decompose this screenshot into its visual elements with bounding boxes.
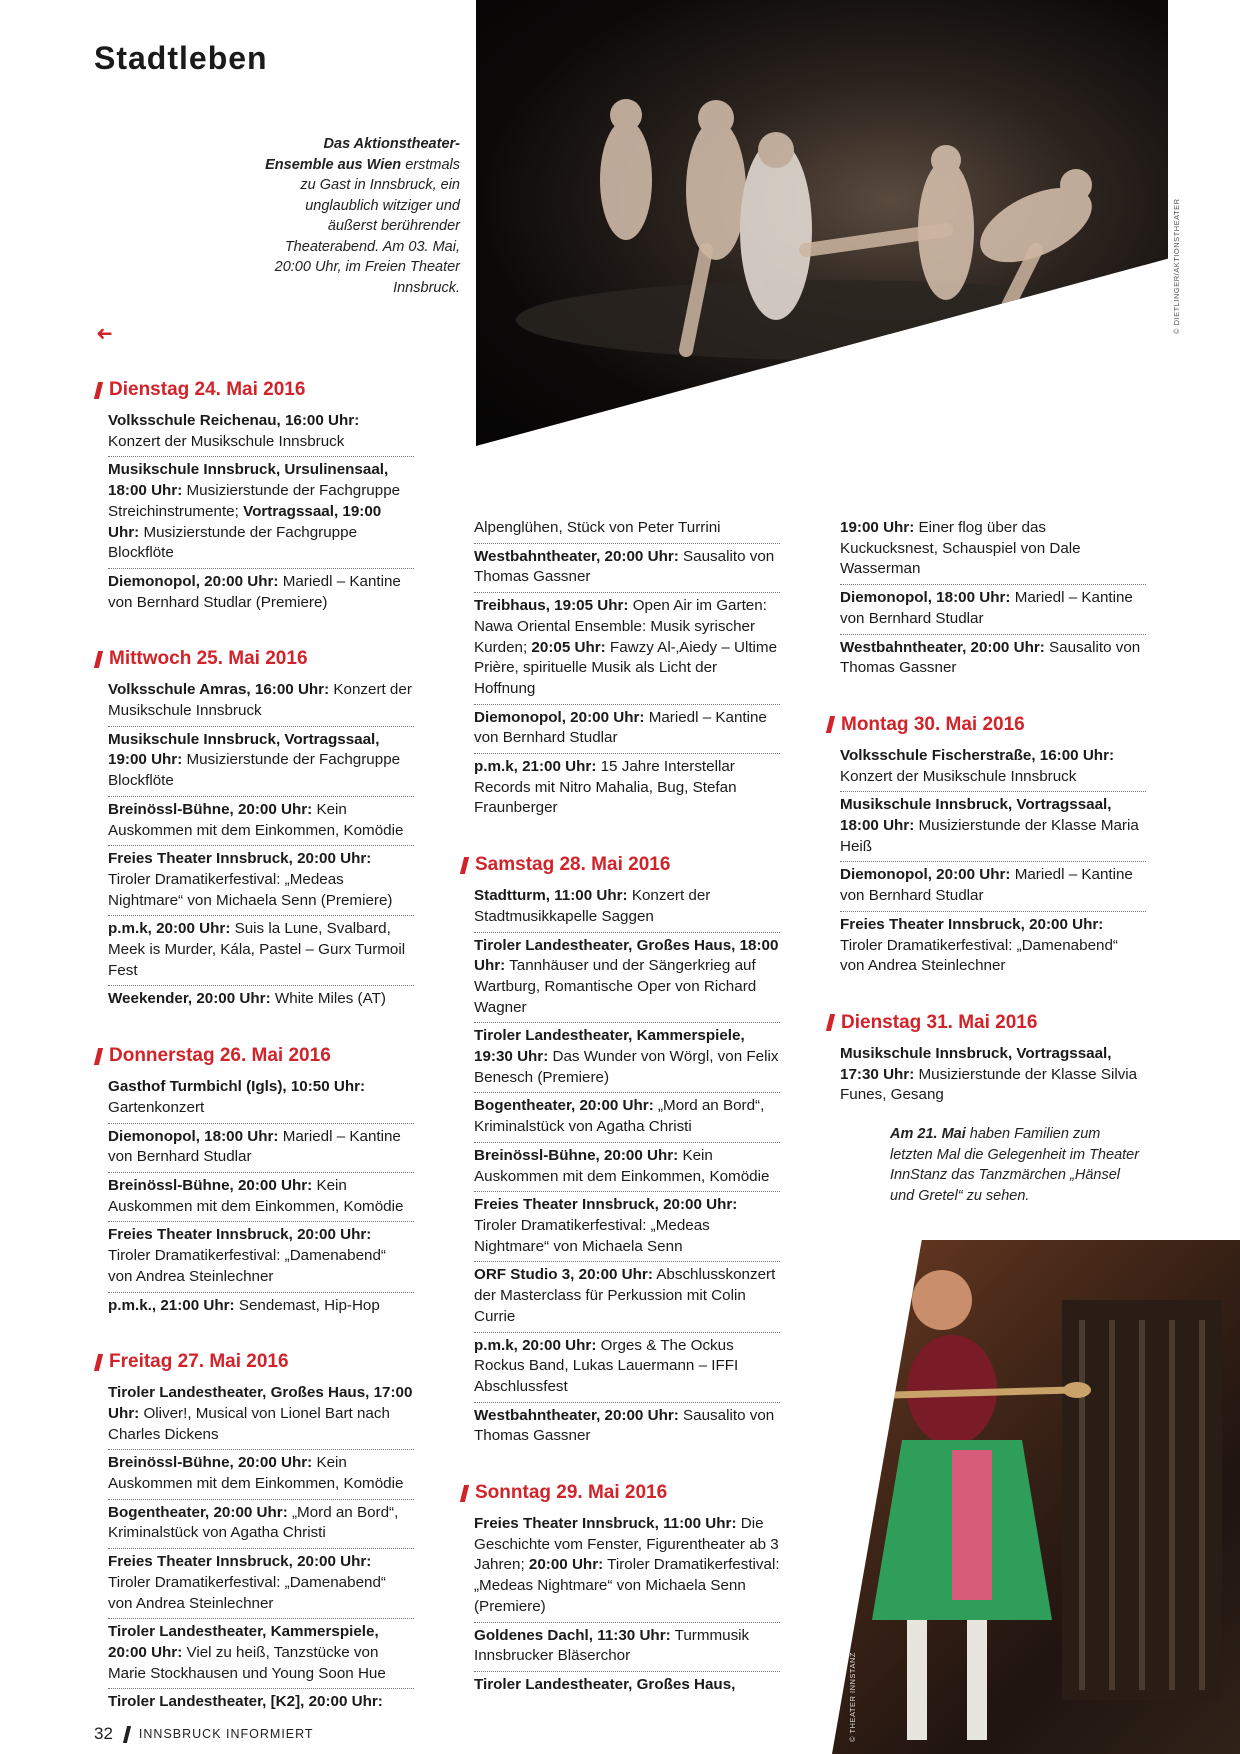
event-entry: Bogentheater, 20:00 Uhr: „Mord an Bord“, Kriminalstück von Agatha Christi: [474, 1093, 780, 1142]
caption-lead: Am 21. Mai: [890, 1126, 966, 1142]
event-entry: Gasthof Turmbichl (Igls), 10:50 Uhr: Gartenkonzert: [108, 1074, 414, 1123]
day-block: [94, 647, 414, 1014]
event-entry: Freies Theater Innsbruck, 20:00 Uhr: Tiroler Dramatikerfestival: „Damenabend“ von Andrea Steinlechner: [840, 915, 1118, 975]
event-entry: Volksschule Amras, 16:00 Uhr: Konzert der Musikschule Innsbruck: [108, 677, 414, 726]
day-heading: [826, 1011, 1146, 1035]
theater-photo-bottom: [832, 1240, 1240, 1754]
event-entry: Tiroler Landestheater, [K2], 20:00 Uhr:: [108, 1693, 383, 1711]
page-number: 32: [94, 1724, 113, 1743]
slash-marker: [94, 382, 103, 399]
event-entry: Volksschule Reichenau, 16:00 Uhr: Konzert der Musikschule Innsbruck: [108, 408, 414, 457]
slash-marker: [826, 1014, 835, 1031]
event-entry: Breinössl-Bühne, 20:00 Uhr: Kein Auskommen mit dem Einkommen, Komödie: [474, 1143, 780, 1192]
day-title: Sonntag 29. Mai 2016: [475, 1482, 668, 1504]
event-entry: Westbahntheater, 20:00 Uhr: Sausalito von Thomas Gassner: [840, 638, 1141, 677]
slash-marker: [460, 1485, 469, 1502]
slash-marker: [94, 651, 103, 668]
event-entry: Westbahntheater, 20:00 Uhr: Sausalito von Thomas Gassner: [474, 544, 780, 593]
event-entry: Weekender, 20:00 Uhr: White Miles (AT): [108, 990, 386, 1008]
event-entry: Tiroler Landestheater, Großes Haus,: [474, 1675, 736, 1693]
photo-credit-top: © DIETLINGER/AKTIONSTHEATER: [1172, 198, 1181, 334]
day-title: Montag 30. Mai 2016: [841, 713, 1025, 735]
photo-caption-top: [262, 134, 460, 298]
caption-text: erstmals zu Gast in Innsbruck, ein unglaublich witziger und äußerst berührender Theaterabend. Am 03. Mai, 20:00 Uhr, im Freien Theater Innsbruck.: [274, 156, 460, 296]
photo-credit-bottom: © THEATER INNSTANZ: [848, 1652, 857, 1742]
event-entry: Treibhaus, 19:05 Uhr: Open Air im Garten: Nawa Oriental Ensemble: Musik syrischer Kurden; 20:05 Uhr: Fawzy Al-‚Aiedy – Ultime Prière, spirituelle Musik als Licht der Hoffnung: [474, 593, 780, 705]
back-arrow-icon[interactable]: ➜: [96, 323, 113, 345]
magazine-title: INNSBRUCK INFORMIERT: [138, 1727, 314, 1741]
event-entry: Musikschule Innsbruck, Vortragssaal, 19:00 Uhr: Musizierstunde der Fachgruppe Blockflöte: [108, 727, 414, 797]
day-block: [94, 378, 414, 617]
event-entry: Diemonopol, 20:00 Uhr: Mariedl – Kantine von Bernhard Studlar (Premiere): [108, 572, 401, 611]
event-entry: Freies Theater Innsbruck, 20:00 Uhr: Tiroler Dramatikerfestival: „Medeas Nightmare“ von Michaela Senn: [474, 1192, 780, 1262]
day-title: Freitag 27. Mai 2016: [109, 1351, 289, 1373]
event-entry: Breinössl-Bühne, 20:00 Uhr: Kein Auskommen mit dem Einkommen, Komödie: [108, 1173, 414, 1222]
event-entry: Freies Theater Innsbruck, 11:00 Uhr: Die Geschichte vom Fenster, Figurentheater ab 3 Jahren; 20:00 Uhr: Tiroler Dramatikerfestival: „Medeas Nightmare“ von Michaela Senn (Premiere): [474, 1511, 780, 1623]
event-entry: Tiroler Landestheater, Großes Haus, 17:00 Uhr: Oliver!, Musical von Lionel Bart nach Charles Dickens: [108, 1380, 414, 1450]
day-block: [826, 1011, 1146, 1110]
day-block: [94, 1044, 414, 1320]
event-entry: Freies Theater Innsbruck, 20:00 Uhr: Tiroler Dramatikerfestival: „Medeas Nightmare“ von Michaela Senn (Premiere): [108, 846, 414, 916]
event-entry: Musikschule Innsbruck, Ursulinensaal, 18:00 Uhr: Musizierstunde der Fachgruppe Streichinstrumente; Vortragssaal, 19:00 Uhr: Musizierstunde der Fachgruppe Blockflöte: [108, 457, 414, 569]
event-entry: Diemonopol, 18:00 Uhr: Mariedl – Kantine von Bernhard Studlar: [108, 1124, 414, 1173]
day-title: Samstag 28. Mai 2016: [475, 854, 671, 876]
slash-marker: [460, 857, 469, 874]
day-heading: [460, 853, 780, 877]
day-title: Dienstag 31. Mai 2016: [841, 1011, 1038, 1033]
caption-text: haben Familien zum letzten Mal die Gelegenheit im Theater InnStanz das Tanzmärchen „Hänsel und Gretel“ zu sehen.: [890, 1126, 1140, 1204]
event-entry: Tiroler Landestheater, Großes Haus, 18:00 Uhr: Tannhäuser und der Sängerkrieg auf Wartburg, Romantische Oper von Richard Wagner: [474, 933, 780, 1024]
event-entry: Diemonopol, 18:00 Uhr: Mariedl – Kantine von Bernhard Studlar: [840, 585, 1146, 634]
day-heading: [460, 1481, 780, 1505]
event-entry: p.m.k, 20:00 Uhr: Suis la Lune, Svalbard, Meek is Murder, Kála, Pastel – Gurx Turmoil Fest: [108, 916, 414, 986]
event-entry: Breinössl-Bühne, 20:00 Uhr: Kein Auskommen mit dem Einkommen, Komödie: [108, 1450, 414, 1499]
event-entry: Alpenglühen, Stück von Peter Turrini: [474, 518, 780, 544]
day-title: Dienstag 24. Mai 2016: [109, 379, 306, 400]
event-entry: Bogentheater, 20:00 Uhr: „Mord an Bord“, Kriminalstück von Agatha Christi: [108, 1500, 414, 1549]
caption-lead: Das Aktionstheater-Ensemble aus Wien: [265, 136, 460, 173]
day-block: [460, 1481, 780, 1700]
slash-marker: [123, 1726, 131, 1743]
day-block: [460, 853, 780, 1451]
event-entry: Tiroler Landestheater, Kammerspiele, 19:30 Uhr: Das Wunder von Wörgl, von Felix Benesch (Premiere): [474, 1023, 780, 1093]
photo-caption-bottom: [890, 1124, 1140, 1206]
event-entry: Goldenes Dachl, 11:30 Uhr: Turmmusik Innsbrucker Bläserchor: [474, 1623, 780, 1672]
theater-photo-top: [476, 0, 1168, 446]
day-heading: [94, 378, 414, 402]
event-entry: Freies Theater Innsbruck, 20:00 Uhr: Tiroler Dramatikerfestival: „Damenabend“ von Andrea Steinlechner: [108, 1549, 414, 1619]
day-title: Donnerstag 26. Mai 2016: [109, 1045, 331, 1067]
slash-marker: [826, 716, 835, 733]
event-column-3: [826, 518, 1146, 1140]
slash-marker: [94, 1048, 103, 1065]
day-heading: [94, 1350, 414, 1374]
event-entry: Tiroler Landestheater, Kammerspiele, 20:00 Uhr: Viel zu heiß, Tanzstücke von Marie Stockhausen und Young Soon Hue: [108, 1619, 414, 1689]
continued-block: [826, 518, 1146, 683]
page-footer: [94, 1724, 314, 1744]
event-entry: Stadtturm, 11:00 Uhr: Konzert der Stadtmusikkapelle Saggen: [474, 883, 780, 932]
event-entry: Musikschule Innsbruck, Vortragssaal, 17:30 Uhr: Musizierstunde der Klasse Silvia Funes, Gesang: [840, 1044, 1138, 1104]
event-entry: p.m.k, 21:00 Uhr: 15 Jahre Interstellar Records mit Nitro Mahalia, Bug, Stefan Fraunberger: [474, 758, 737, 817]
event-entry: Diemonopol, 20:00 Uhr: Mariedl – Kantine von Bernhard Studlar: [474, 705, 780, 754]
event-entry: p.m.k., 21:00 Uhr: Sendemast, Hip-Hop: [108, 1296, 380, 1314]
day-heading: [94, 647, 414, 671]
day-block: [826, 713, 1146, 981]
stage-performers-illustration: [476, 0, 1168, 446]
event-entry: ORF Studio 3, 20:00 Uhr: Abschlusskonzert der Masterclass für Perkussion mit Colin Currie: [474, 1262, 780, 1332]
section-title: Stadtleben: [94, 40, 268, 76]
continued-block: [460, 518, 780, 823]
event-column-2: [460, 518, 780, 1730]
event-entry: Diemonopol, 20:00 Uhr: Mariedl – Kantine von Bernhard Studlar: [840, 862, 1146, 911]
event-entry: Breinössl-Bühne, 20:00 Uhr: Kein Auskommen mit dem Einkommen, Komödie: [108, 797, 414, 846]
day-heading: [826, 713, 1146, 737]
event-column-1: [94, 378, 414, 1747]
day-title: Mittwoch 25. Mai 2016: [109, 648, 308, 670]
event-entry: Volksschule Fischerstraße, 16:00 Uhr: Konzert der Musikschule Innsbruck: [840, 743, 1146, 792]
event-entry: Freies Theater Innsbruck, 20:00 Uhr: Tiroler Dramatikerfestival: „Damenabend“ von Andrea Steinlechner: [108, 1222, 414, 1292]
event-entry: p.m.k, 20:00 Uhr: Orges & The Ockus Rockus Band, Lukas Lauermann – IFFI Abschlussfest: [474, 1333, 780, 1403]
girl-with-spoon-illustration: [832, 1240, 1240, 1754]
event-entry: Westbahntheater, 20:00 Uhr: Sausalito von Thomas Gassner: [474, 1406, 775, 1445]
event-entry: Musikschule Innsbruck, Vortragssaal, 18:00 Uhr: Musizierstunde der Klasse Maria Heiß: [840, 792, 1146, 862]
slash-marker: [94, 1354, 103, 1371]
day-heading: [94, 1044, 414, 1068]
event-entry: 19:00 Uhr: Einer flog über das Kuckucksnest, Schauspiel von Dale Wasserman: [840, 518, 1146, 585]
day-block: [94, 1350, 414, 1717]
